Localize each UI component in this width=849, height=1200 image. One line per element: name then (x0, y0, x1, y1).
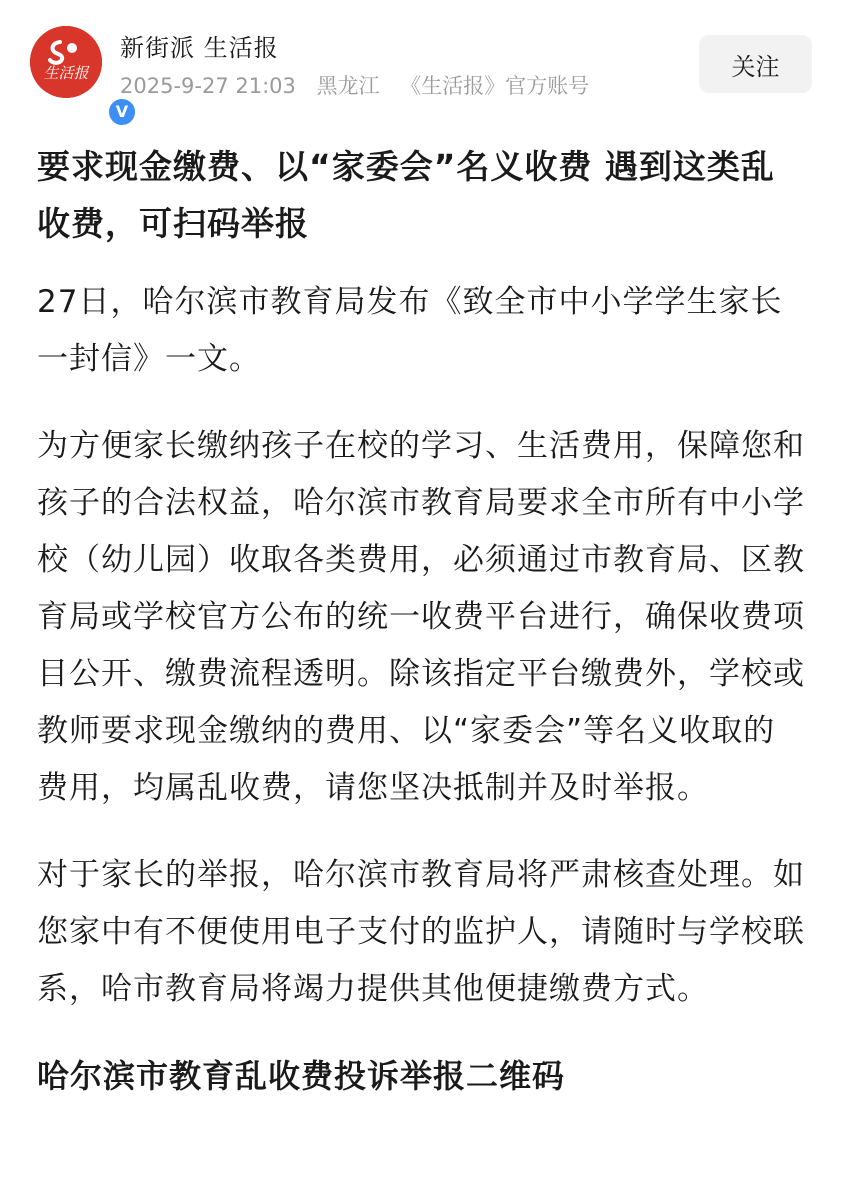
verified-badge-icon: V (106, 96, 138, 128)
article-paragraph-3: 对于家长的举报，哈尔滨市教育局将严肃核查处理。如您家中有不便使用电子支付的监护人，请随时与学校联系，哈市教育局将竭力提供其他便捷缴费方式。 (37, 857, 805, 1007)
article-body (37, 138, 807, 1105)
newspaper-logo-icon (30, 26, 102, 98)
article-paragraph-1: 27日，哈尔滨市教育局发布《致全市中小学学生家长一封信》一文。 (37, 284, 783, 377)
account-name[interactable]: 新街派 生活报 (120, 34, 279, 62)
avatar[interactable] (30, 26, 129, 121)
follow-button[interactable]: 关注 (699, 35, 812, 93)
article-header (0, 0, 849, 121)
post-date-time: 2025-9-27 21:03 (120, 74, 296, 98)
avatar-logo-text: 生活报 (43, 64, 89, 82)
qr-section-heading: 哈尔滨市教育乱收费投诉举报二维码 (37, 1057, 566, 1095)
post-meta (120, 70, 603, 100)
post-location: 黑龙江 (316, 74, 380, 98)
article-paragraph-2: 为方便家长缴纳孩子在校的学习、生活费用，保障您和孩子的合法权益，哈尔滨市教育局要求全市所有中小学校（幼儿园）收取各类费用，必须通过市教育局、区教育局或学校官方公布的统一收费平台进行，确保收费项目公开、缴费流程透明。除该指定平台缴费外，学校或教师要求现金缴纳的费用、以“家委会”等名义收取的费用，均属乱收费，请您坚决抵制并及时举报。 (37, 428, 805, 806)
post-source: 《生活报》官方账号 (400, 74, 590, 98)
article-title: 要求现金缴费、以“家委会”名义收费 遇到这类乱收费，可扫码举报 (37, 147, 775, 243)
